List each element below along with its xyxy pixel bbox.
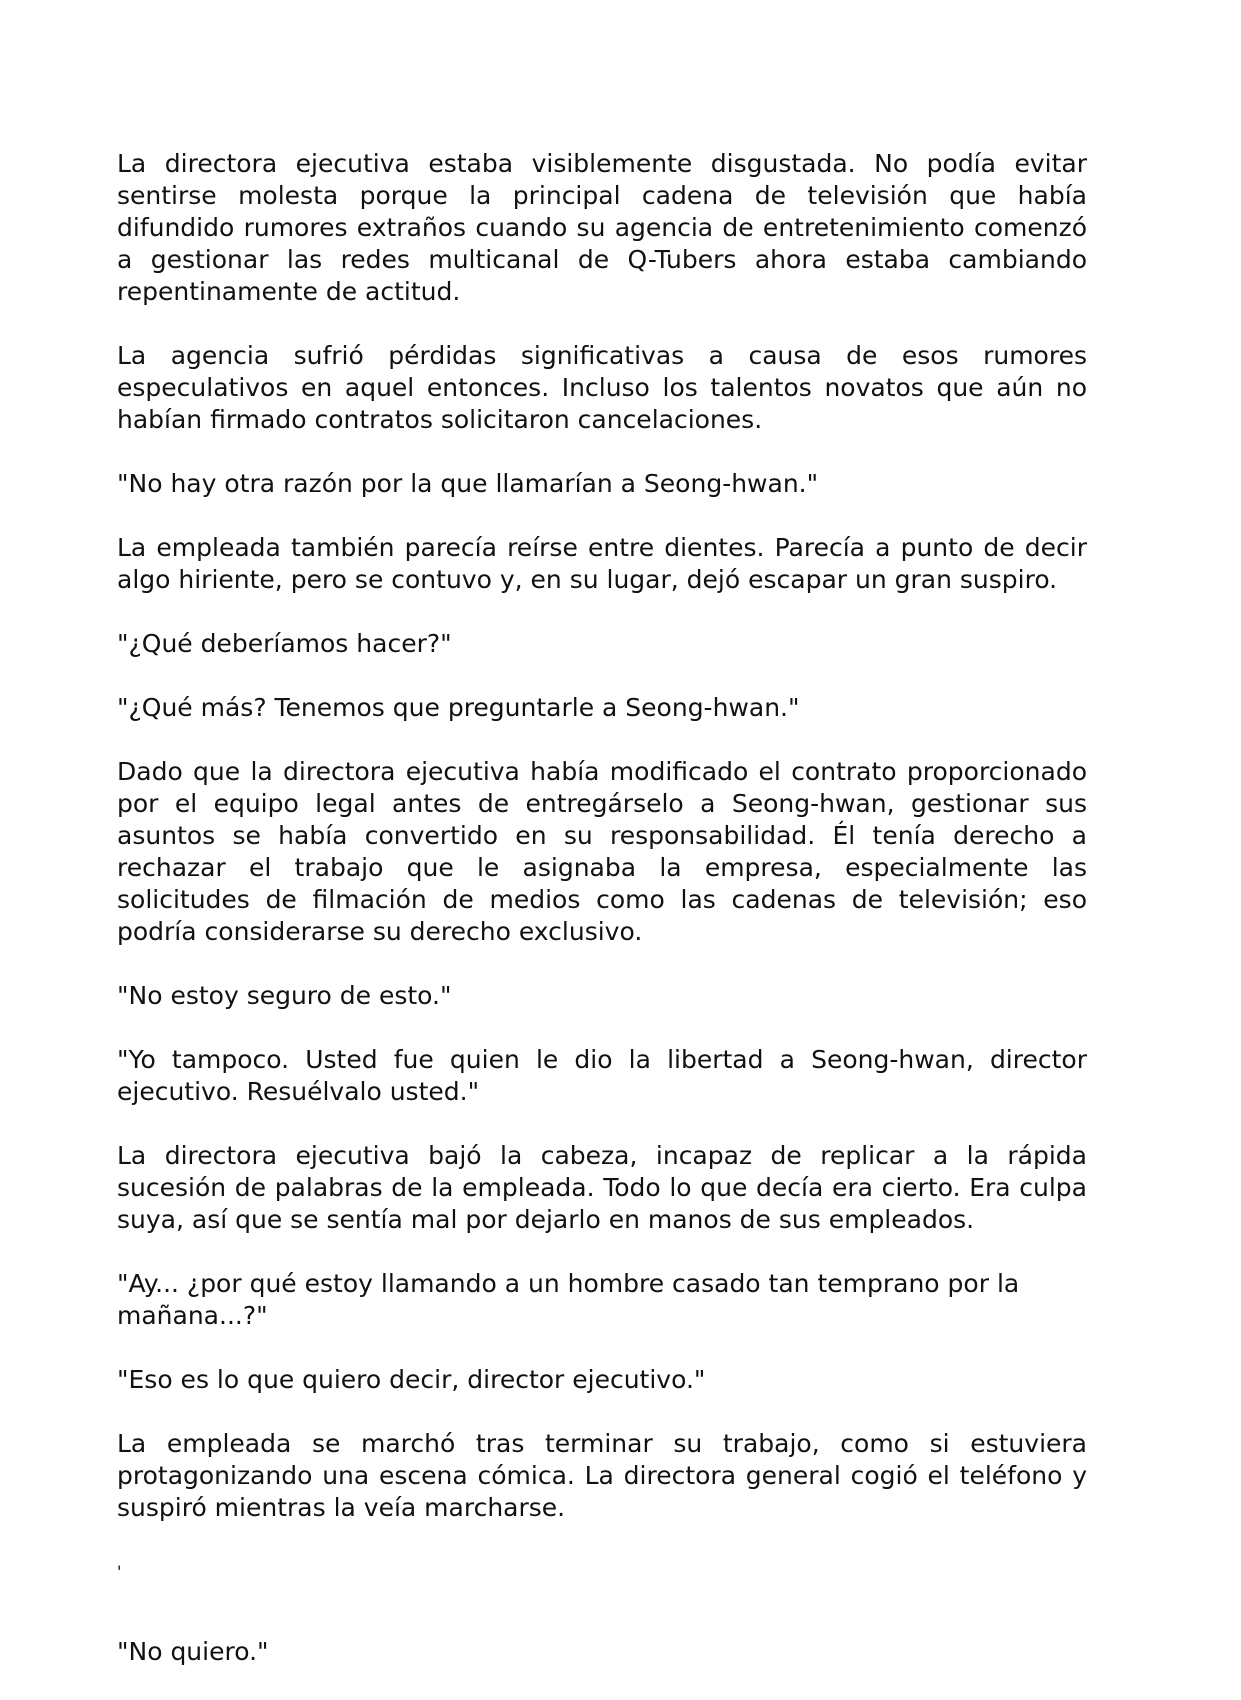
dialogue-line: "¿Qué deberíamos hacer?"	[117, 629, 452, 658]
dialogue-line: "No hay otra razón por la que llamarían a Seong-hwan."	[117, 469, 819, 498]
dialogue-line: "Yo tampoco. Usted fue quien le dio la libertad a Seong-hwan, director ejecutivo. Resuélvalo usted."	[117, 1045, 1087, 1106]
dialogue-line: "Ay... ¿por qué estoy llamando a un hombre casado tan temprano por la mañana...?"	[117, 1269, 1020, 1330]
stray-mark: '	[117, 1562, 122, 1581]
paragraph: La empleada también parecía reírse entre dientes. Parecía a punto de decir algo hiriente, pero se contuvo y, en su lugar, dejó escapar un gran suspiro.	[117, 533, 1087, 594]
paragraph: La directora ejecutiva bajó la cabeza, incapaz de replicar a la rápida sucesión de palabras de la empleada. Todo lo que decía era cierto. Era culpa suya, así que se sentía mal por dejarlo en manos de sus empleados.	[117, 1141, 1087, 1234]
dialogue-line: "No quiero."	[117, 1637, 269, 1666]
document-body	[117, 148, 1087, 1700]
dialogue-line: "¿Qué más? Tenemos que preguntarle a Seong-hwan."	[117, 693, 800, 722]
paragraph: La empleada se marchó tras terminar su trabajo, como si estuviera protagonizando una escena cómica. La directora general cogió el teléfono y suspiró mientras la veía marcharse.	[117, 1429, 1087, 1522]
dialogue-line: "No estoy seguro de esto."	[117, 981, 452, 1010]
paragraph: La agencia sufrió pérdidas significativas a causa de esos rumores especulativos en aquel entonces. Incluso los talentos novatos que aún no habían firmado contratos solicitaron cancelaciones.	[117, 341, 1087, 434]
dialogue-line: "Eso es lo que quiero decir, director ejecutivo."	[117, 1365, 706, 1394]
paragraph: Dado que la directora ejecutiva había modificado el contrato proporcionado por el equipo legal antes de entregárselo a Seong-hwan, gestionar sus asuntos se había convertido en su responsabilidad. Él tenía derecho a rechazar el trabajo que le asignaba la empresa, especialmente las solicitudes de filmación de medios como las cadenas de televisión; eso podría considerarse su derecho exclusivo.	[117, 757, 1087, 946]
paragraph: La directora ejecutiva estaba visiblemente disgustada. No podía evitar sentirse molesta porque la principal cadena de televisión que había difundido rumores extraños cuando su agencia de entretenimiento comenzó a gestionar las redes multicanal de Q-Tubers ahora estaba cambiando repentinamente de actitud.	[117, 149, 1087, 306]
